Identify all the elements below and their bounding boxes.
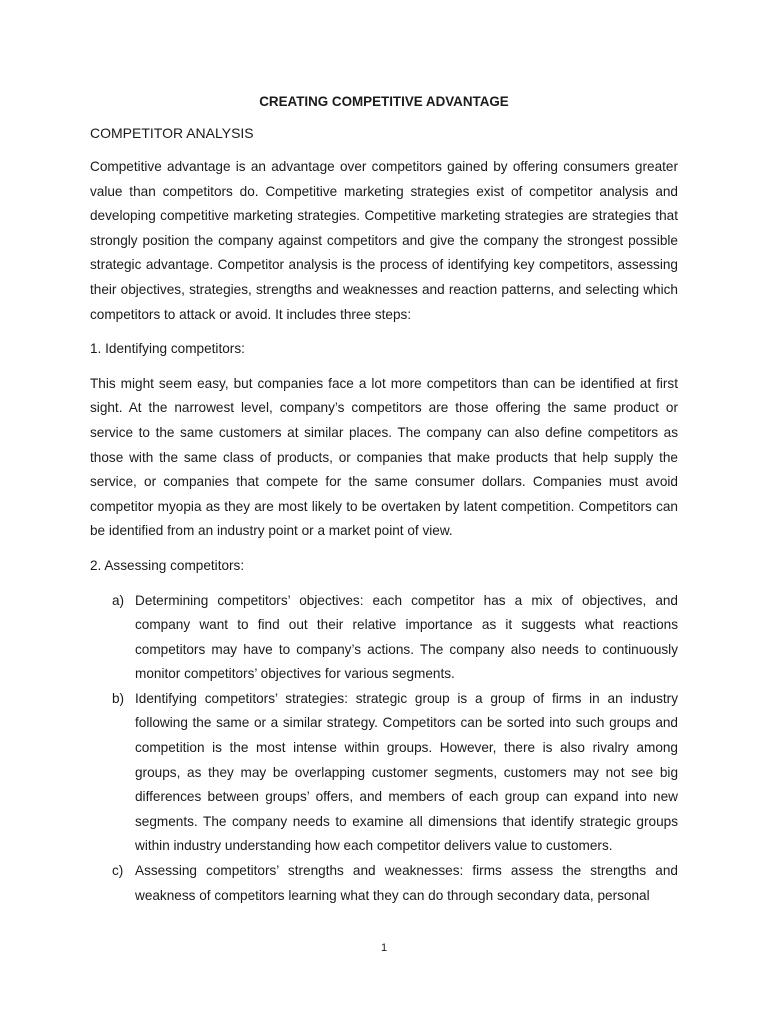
list-marker: c) xyxy=(112,863,124,879)
page-number: 1 xyxy=(380,942,388,954)
step-2-heading: 2. Assessing competitors: xyxy=(90,557,245,573)
list-marker: a) xyxy=(112,592,125,608)
list-marker: b) xyxy=(112,690,125,706)
list-item-text: Assessing competitors’ strengths and weaknesses: firms assess the strengths and weakness of competitors learning what they can do through secondary data, personal xyxy=(135,863,678,903)
list-item xyxy=(90,687,678,859)
step-1-heading: 1. Identifying competitors: xyxy=(90,341,245,357)
step-1-paragraph: This might seem easy, but companies face a lot more competitors than can be identified at first sight. At the narrowest level, company’s competitors are those offering the same product or service to the same customers at similar places. The company can also define competitors as those with the same class of products, or companies that make products that help supply the service, or companies that compete for the same consumer dollars. Companies must avoid competitor myopia as they are most likely to be overtaken by latent competition. Competitors can be identified from an industry point or a market point of view. xyxy=(90,375,678,539)
document-title: CREATING COMPETITIVE ADVANTAGE xyxy=(259,94,509,109)
step-2-list xyxy=(90,589,678,909)
list-item-text: Identifying competitors’ strategies: strategic group is a group of firms in an industry following the same or a similar strategy. Competitors can be sorted into such groups and competition is the most intense within groups. However, there is also rivalry among groups, as they may be overlapping customer segments, customers may not see big differences between groups’ offers, and members of each group can expand into new segments. The company needs to examine all dimensions that identify strategic groups within industry understanding how each competitor delivers value to customers. xyxy=(135,690,678,854)
list-item xyxy=(90,589,678,687)
document-body xyxy=(90,92,678,908)
list-item xyxy=(90,859,678,908)
list-item-text: Determining competitors’ objectives: each competitor has a mix of objectives, and company want to find out their relative importance as it suggests what reactions competitors may have to company’s actions. The company also needs to continuously monitor competitors’ objectives for various segments. xyxy=(135,592,678,682)
intro-paragraph: Competitive advantage is an advantage over competitors gained by offering consumers greater value than competitors do. Competitive marketing strategies exist of competitor analysis and developing competitive marketing strategies. Competitive marketing strategies are strategies that strongly position the company against competitors and give the company the strongest possible strategic advantage. Competitor analysis is the process of identifying key competitors, assessing their objectives, strategies, strengths and weaknesses and reaction patterns, and selecting which competitors to attack or avoid. It includes three steps: xyxy=(90,159,678,322)
section-heading: COMPETITOR ANALYSIS xyxy=(90,125,254,141)
